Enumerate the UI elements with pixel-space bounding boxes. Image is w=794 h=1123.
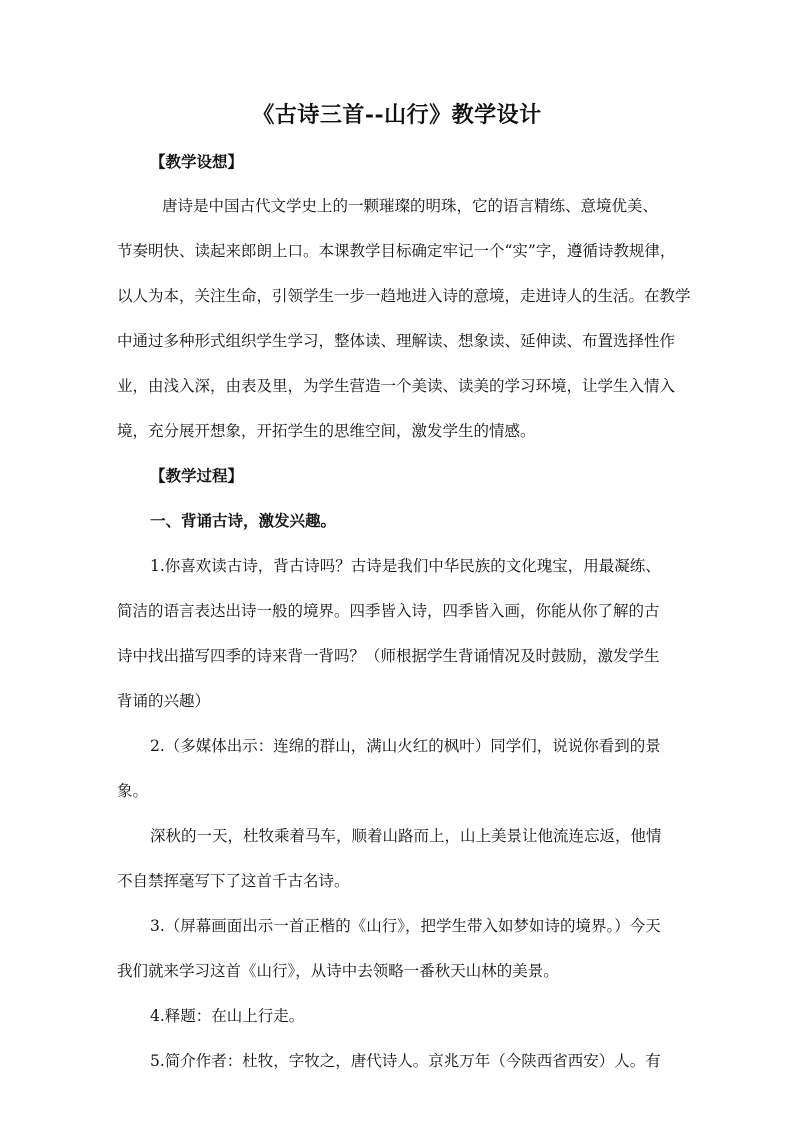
list-item-line: 5.简介作者：杜牧，字牧之，唐代诗人。京兆万年（今陕西省西安）人。有	[150, 1052, 661, 1070]
list-item-line: 简洁的语言表达出诗一般的境界。四季皆入诗，四季皆入画，你能从你了解的古	[117, 602, 660, 620]
list-item-line: 2.（多媒体出示：连绵的群山，满山火红的枫叶）同学们，说说你看到的景	[150, 737, 661, 755]
list-item-line: 我们就来学习这首《山行》，从诗中去领略一番秋天山林的美景。	[117, 962, 559, 980]
list-item-line: 3.（屏幕画面出示一首正楷的《山行》，把学生带入如梦如诗的境界。）今天	[150, 917, 661, 935]
document-title: 《古诗三首--山行》教学设计	[252, 102, 542, 128]
paragraph-line: 业，由浅入深，由表及里，为学生营造一个美读、读美的学习环境，让学生入情入	[117, 377, 676, 395]
section-heading-teaching-process: 【教学过程】	[150, 466, 244, 485]
step-heading: 一、背诵古诗，激发兴趣。	[150, 511, 337, 530]
paragraph-line: 中通过多种形式组织学生学习，整体读、理解读、想象读、延伸读、布置选择性作	[117, 332, 676, 350]
paragraph-line: 不自禁挥毫写下了这首千古名诗。	[117, 872, 350, 890]
list-item-line: 4.释题：在山上行走。	[150, 1007, 305, 1025]
paragraph-line: 唐诗是中国古代文学史上的一颗璀璨的明珠，它的语言精练、意境优美、	[162, 197, 659, 215]
list-item-line: 诗中找出描写四季的诗来背一背吗？（师根据学生背诵情况及时鼓励，激发学生	[117, 647, 660, 665]
list-item-line: 1.你喜欢读古诗，背古诗吗？古诗是我们中华民族的文化瑰宝，用最凝练、	[150, 557, 661, 575]
list-item-line: 背诵的兴趣）	[117, 692, 211, 710]
paragraph-line: 节奏明快、读起来郎朗上口。本课教学目标确定牢记一个“实”字，遵循诗教规律，	[117, 242, 676, 260]
paragraph-line: 深秋的一天，杜牧乘着马车，顺着山路而上，山上美景让他流连忘返，他情	[150, 827, 662, 845]
list-item-line: 象。	[117, 782, 149, 800]
section-heading-teaching-idea: 【教学设想】	[150, 152, 244, 171]
paragraph-line: 以人为本，关注生命，引领学生一步一趋地进入诗的意境，走进诗人的生活。在教学	[117, 287, 691, 305]
paragraph-line: 境，充分展开想象，开拓学生的思维空间，激发学生的情感。	[117, 422, 536, 440]
